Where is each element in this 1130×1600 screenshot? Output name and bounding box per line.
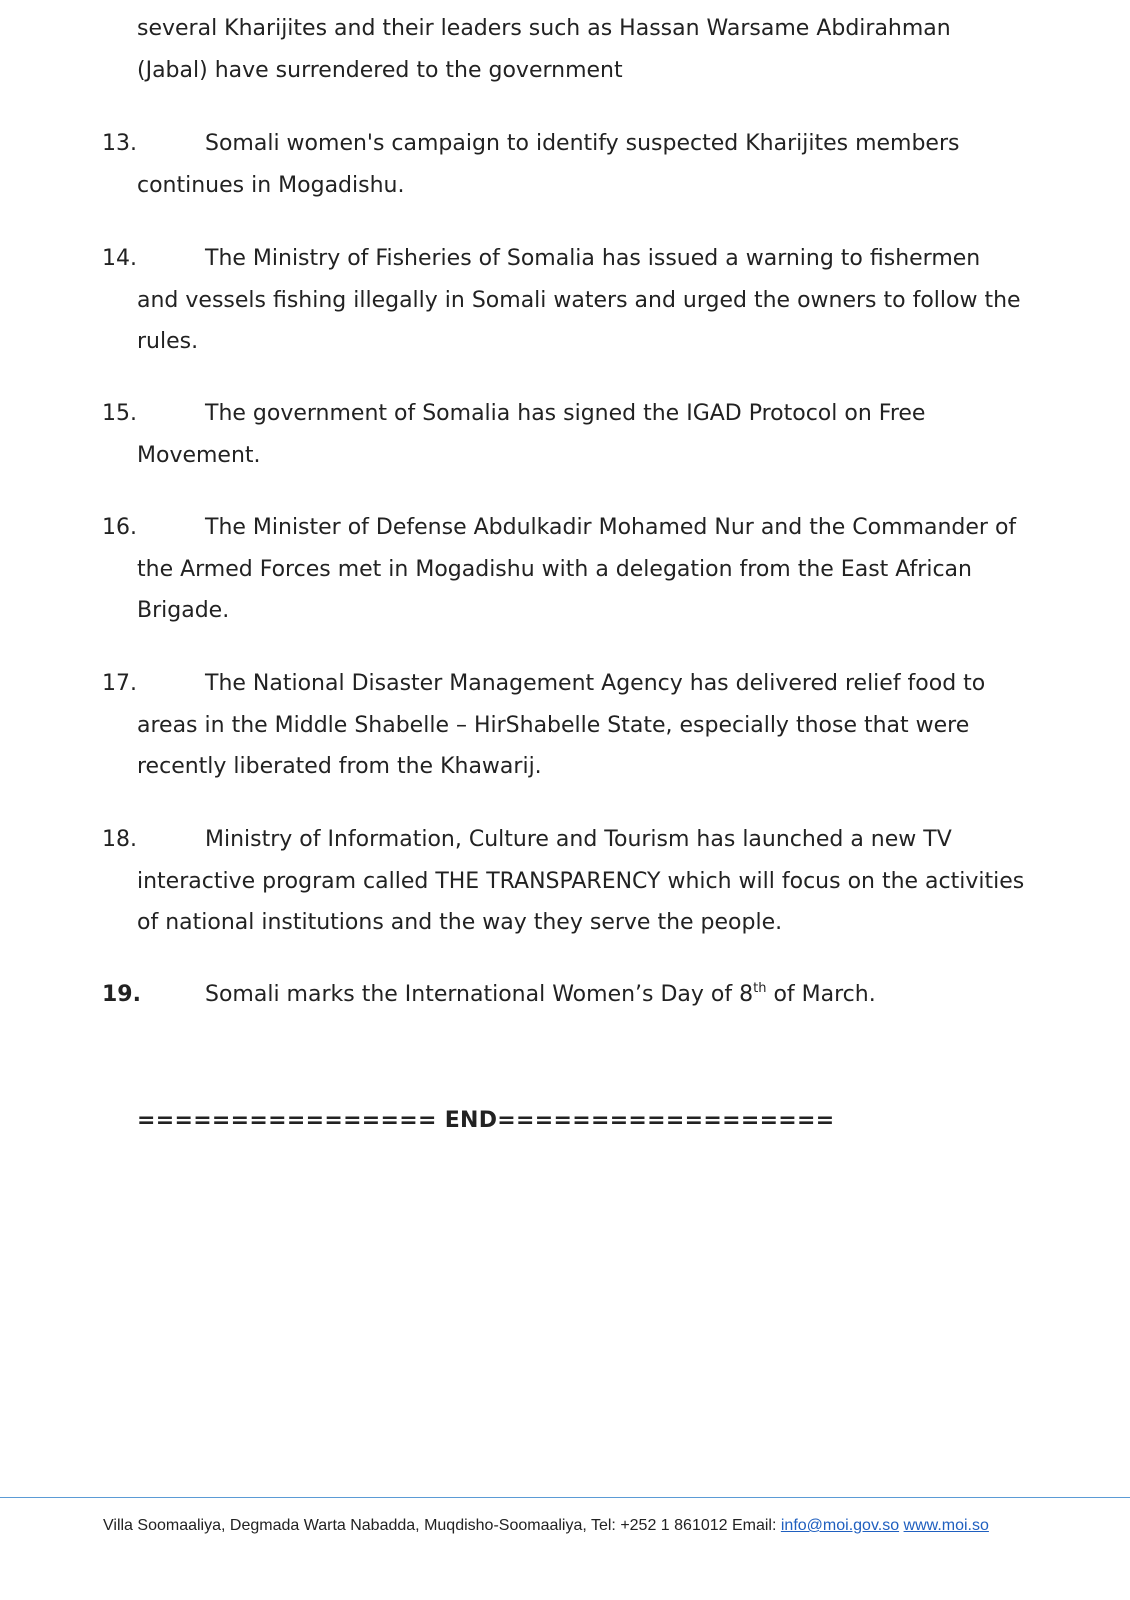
item-text — [205, 974, 876, 1016]
footer-address: Villa Soomaaliya, Degmada Warta Nabadda, Muqdisho-Soomaaliya, Tel: +252 1 861012 Email: — [103, 1517, 781, 1534]
item-text-continued: continues in Mogadishu. — [137, 172, 405, 198]
continuation-line: several Kharijites and their leaders such as Hassan Warsame Abdirahman — [137, 16, 951, 41]
list-item-14 — [102, 238, 1072, 363]
item-text: The Ministry of Fisheries of Somalia has issued a warning to fishermen — [205, 246, 981, 271]
list-item-15 — [102, 393, 1072, 476]
item-number: 14. — [102, 246, 137, 271]
item-text-continued: interactive program called THE TRANSPARENCY which will focus on the activities — [137, 868, 1025, 894]
end-marker: ================ END================== — [137, 1108, 835, 1133]
item-text: The National Disaster Management Agency has delivered relief food to — [205, 671, 986, 696]
item-number: 17. — [102, 671, 137, 696]
list-item-16 — [102, 507, 1072, 632]
ordinal-suffix: th — [753, 981, 767, 996]
item-number: 13. — [102, 131, 137, 156]
item-text: Ministry of Information, Culture and Tourism has launched a new TV — [205, 827, 952, 852]
item-text-continued: Brigade. — [137, 598, 230, 623]
item-number: 16. — [102, 515, 137, 540]
footer — [103, 1517, 989, 1535]
item-text-after-sup: of March. — [766, 982, 876, 1007]
item-text-continued: rules. — [137, 329, 199, 354]
list-item-13 — [102, 123, 1072, 206]
item-text-continued: of national institutions and the way they serve the people. — [137, 910, 783, 935]
item-number: 18. — [102, 827, 137, 852]
item-text: The government of Somalia has signed the IGAD Protocol on Free — [205, 401, 926, 426]
item-text-continued: recently liberated from the Khawarij. — [137, 754, 542, 779]
list-item-19 — [102, 974, 1072, 1016]
item-text-before-sup: Somali marks the International Women’s Day of 8 — [205, 982, 754, 1007]
item-number: 15. — [102, 401, 137, 426]
item-text-continued: areas in the Middle Shabelle – HirShabelle State, especially those that were — [137, 712, 970, 738]
list-item-17 — [102, 663, 1072, 788]
continuation-line: (Jabal) have surrendered to the government — [137, 57, 623, 83]
list-item-18 — [102, 819, 1072, 944]
item-text-continued: Movement. — [137, 442, 261, 468]
footer-divider — [0, 1497, 1130, 1498]
continuation-paragraph — [137, 8, 1097, 91]
item-text: The Minister of Defense Abdulkadir Mohamed Nur and the Commander of — [205, 515, 1017, 540]
footer-website-link[interactable]: www.moi.so — [903, 1517, 989, 1534]
item-text: Somali women's campaign to identify suspected Kharijites members — [205, 131, 960, 156]
item-text-continued: the Armed Forces met in Mogadishu with a delegation from the East African — [137, 556, 972, 582]
item-text-continued: and vessels fishing illegally in Somali waters and urged the owners to follow the — [137, 287, 1021, 313]
footer-email-link[interactable]: info@moi.gov.so — [780, 1517, 900, 1534]
item-number: 19. — [102, 982, 141, 1007]
